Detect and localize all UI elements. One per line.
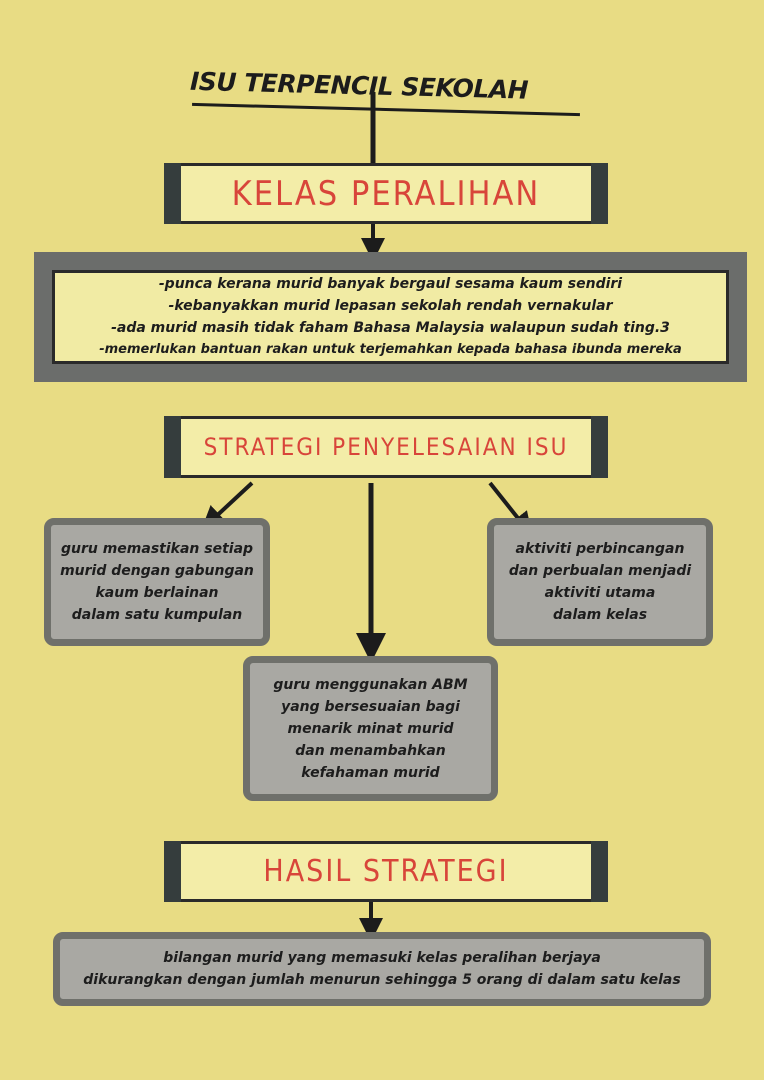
hasil-line: bilangan murid yang memasuki kelas peralihan berjaya: [163, 950, 601, 966]
strategi-right-line: aktiviti utama: [544, 585, 656, 601]
hasil-result-box: [53, 932, 711, 1006]
strategi-center-line: dan menambahkan: [295, 742, 446, 759]
hasil-banner: [164, 841, 608, 902]
kelas-point: -ada murid masih tidak faham Bahasa Malaysia walaupun sudah ting.3: [111, 320, 670, 336]
kelas-point: -memerlukan bantuan rakan untuk terjemahkan kepada bahasa ibunda mereka: [99, 342, 682, 357]
arrow-strategi-left: [210, 483, 252, 522]
strategi-right-line: aktiviti perbincangan: [515, 541, 685, 557]
strategi-left-line: murid dengan gabungan: [60, 563, 254, 579]
strategi-center-line: menarik minat murid: [287, 720, 454, 737]
strategi-right-line: dan perbualan menjadi: [508, 563, 692, 579]
strategi-right-box: [487, 518, 713, 646]
kelas-point: -punca kerana murid banyak bergaul sesama kaum sendiri: [158, 276, 623, 292]
strategi-center-box: [243, 656, 498, 801]
strategi-heading: STRATEGI PENYELESAIAN ISU: [203, 433, 569, 461]
strategi-left-line: kaum berlainan: [95, 585, 219, 601]
strategi-right-line: dalam kelas: [552, 607, 648, 623]
strategi-left-line: guru memastikan setiap: [60, 541, 254, 557]
strategi-center-line: kefahaman murid: [301, 764, 440, 781]
hasil-line: dikurangkan dengan jumlah menurun sehingga 5 orang di dalam satu kelas: [83, 972, 681, 988]
strategi-left-box: [44, 518, 270, 646]
strategi-center-line: guru menggunakan ABM: [273, 676, 468, 693]
strategi-left-line: dalam satu kumpulan: [71, 607, 243, 623]
kelas-peralihan-points-box: [34, 252, 747, 382]
hasil-heading: HASIL STRATEGI: [263, 854, 509, 889]
kelas-peralihan-banner: [164, 163, 608, 224]
kelas-peralihan-heading: KELAS PERALIHAN: [231, 173, 541, 214]
strategi-banner: [164, 416, 608, 478]
page-title: ISU TERPENCIL SEKOLAH: [189, 66, 529, 105]
strategi-center-line: yang bersesuaian bagi: [281, 698, 460, 715]
kelas-point: -kebanyakkan murid lepasan sekolah rendah vernakular: [168, 298, 613, 314]
